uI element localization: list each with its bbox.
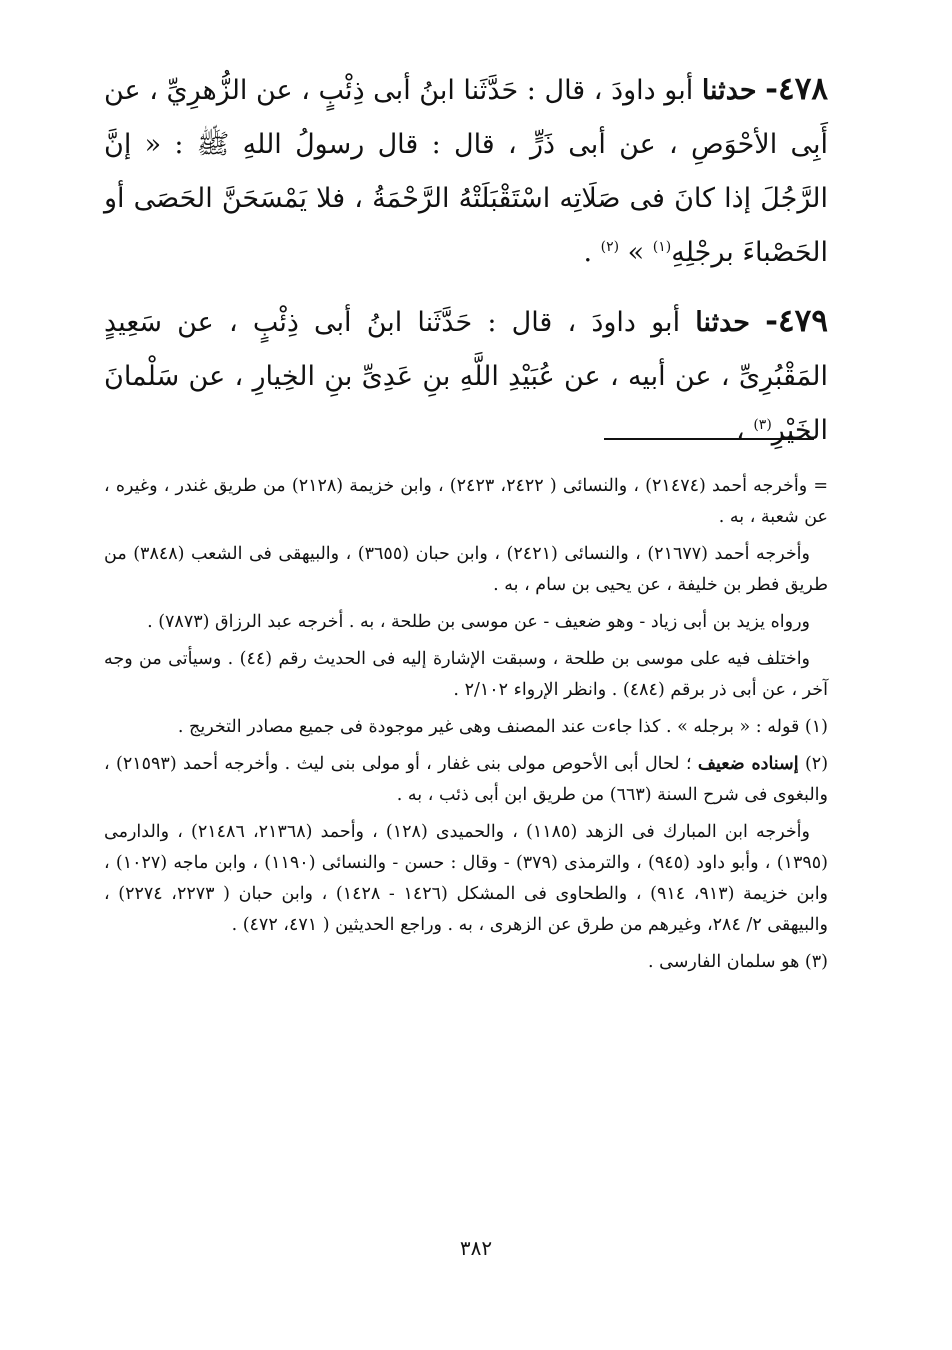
hadith-lead-word: حدثنا	[695, 307, 750, 338]
footnote-marker: (٣)	[753, 417, 772, 433]
footnote-2	[104, 749, 828, 811]
hadith-478	[104, 62, 828, 280]
footnote-separator	[604, 438, 814, 440]
hadith-end-punct: .	[583, 237, 601, 268]
hadith-number: ٤٧٩-	[765, 303, 828, 339]
hadith-479	[104, 294, 828, 458]
footnote-1: (١) قوله : « برجله » . كذا جاءت عند المصنف وهى غير موجودة فى جميع مصادر التخريج .	[177, 717, 828, 737]
page-number: ٣٨٢	[459, 1236, 493, 1260]
hadith-end-punct: ،	[736, 415, 754, 446]
footnote-marker: (١)	[652, 239, 672, 255]
note-paragraph: واختلف فيه على موسى بن طلحة ، وسبقت الإشارة إليه فى الحديث رقم (٤٤) . وسيأتى من وجه آخر ، عن أبى ذر برقم (٤٨٤) . وانظر الإرواء ٢/١٠٢ .	[104, 649, 828, 700]
footnote-2-grading: إسناده ضعيف	[697, 754, 799, 774]
hadith-text: أبو داودَ ، قال : حَدَّثَنا ابنُ أبى ذِئْبٍ ، عن الزُّهرِيِّ ، عن أَبِى الأحْوَصِ ، عن أبى ذَرٍّ ، قال : قال رسولُ اللهِ ﷺ : « إنَّ الرَّجُلَ إذا كانَ فى صَلَاتِه اسْتَقْبَلَتْهُ الرَّحْمَةُ ، فلا يَمْسَحَنَّ الحَصَى أو الحَصْباءَ برجْلِهِ	[103, 75, 828, 268]
footnote-2-text: ؛ لحال أبى الأحوص مولى بنى غفار ، أو مولى بنى ليث . وأخرجه أحمد (٢١٥٩٣) ، والبغوى فى شرح السنة (٦٦٣) من طريق ابن أبى ذئب ، به .	[104, 754, 828, 805]
hadith-text: أبو داودَ ، قال : حَدَّثَنا ابنُ أبى ذِئْبٍ ، عن سَعِيدٍ المَقْبُرِىِّ ، عن أبيه ، عن عُبَيْدِ اللَّهِ بنِ عَدِىِّ بنِ الخِيارِ ، عن سَلْمانَ الخَيْرِ	[104, 307, 828, 446]
footnote-3: (٣) هو سلمان الفارسى .	[648, 952, 828, 972]
note-paragraph: وأخرجه أحمد (٢١٦٧٧) ، والنسائى (٢٤٢١) ، وابن حبان (٣٦٥٥) ، والبيهقى فى الشعب (٣٨٤٨) من طريق فطر بن خليفة ، عن يحيى بن سام ، به .	[104, 544, 828, 595]
footnote-marker: (٢)	[600, 239, 620, 255]
hadith-closing-quote: »	[619, 237, 653, 268]
main-text	[104, 62, 828, 472]
note-paragraph: وأخرجه ابن المبارك فى الزهد (١١٨٥) ، والحميدى (١٢٨) ، وأحمد (٢١٣٦٨، ٢١٤٨٦) ، والدارمى (١٣٩٥) ، وأبو داود (٩٤٥) ، والترمذى (٣٧٩) - وقال : حسن - والنسائى (١١٩٠) ، وابن ماجه (١٠٢٧) ، وابن خزيمة (٩١٣، ٩١٤) ، والطحاوى فى المشكل (١٤٢٦ - ١٤٢٨) ، وابن حبان ( ٢٢٧٣، ٢٢٧٤) ، والبيهقى ٢/ ٢٨٤، وغيرهم من طرق عن الزهرى ، به . وراجع الحديثين ( ٤٧١، ٤٧٢) .	[104, 822, 829, 935]
hadith-lead-word: حدثنا	[701, 75, 757, 106]
note-paragraph: = وأخرجه أحمد (٢١٤٧٤) ، والنسائى ( ٢٤٢٢، ٢٤٢٣) ، وابن خزيمة (٢١٢٨) من طريق غندر ، وغيره ، عن شعبة ، به .	[104, 476, 828, 527]
note-paragraph: ورواه يزيد بن أبى زياد - وهو ضعيف - عن موسى بن طلحة ، به . أخرجه عبد الرزاق (٧٨٧٣) .	[147, 612, 810, 632]
footnote-2-number: (٢)	[798, 754, 829, 774]
hadith-number: ٤٧٨-	[765, 71, 828, 107]
footnotes	[104, 471, 828, 984]
